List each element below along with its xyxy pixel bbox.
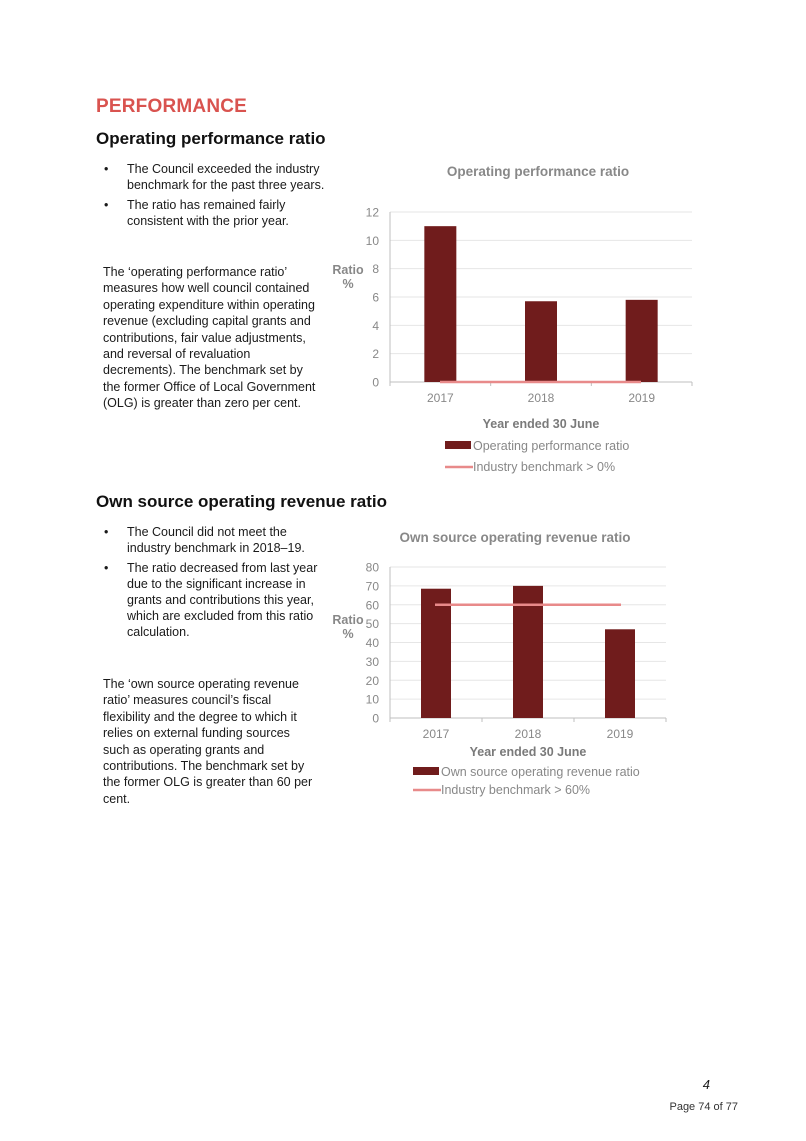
y-tick-label: 0 — [372, 711, 379, 726]
y-tick-label: 20 — [365, 673, 379, 688]
bar-2018 — [525, 301, 557, 382]
chart-title: Operating performance ratio — [446, 164, 630, 179]
x-tick-label: 2018 — [514, 727, 542, 741]
bullet-text: The Council exceeded the industry benchmark for the past three years. — [127, 162, 325, 192]
bar-2019 — [626, 300, 658, 382]
y-axis-label-unit: % — [342, 277, 354, 291]
y-tick-label: 2 — [372, 347, 379, 362]
bullet-text: The ratio decreased from last year due to the significant increase in grants and contributions this year, which are excluded from this ratio calculation. — [127, 561, 318, 639]
bullet-text: The ratio has remained fairly consistent with the prior year. — [127, 198, 289, 228]
y-tick-label: 40 — [365, 636, 379, 650]
legend-bar-label: Own source operating revenue ratio — [441, 765, 640, 779]
x-tick-label: 2019 — [606, 727, 634, 741]
y-axis-label: Ratio — [332, 263, 364, 277]
x-axis-label: Year ended 30 June — [482, 417, 600, 431]
y-tick-label: 10 — [365, 233, 379, 248]
y-tick-label: 8 — [372, 262, 379, 277]
x-axis-label: Year ended 30 June — [469, 745, 587, 759]
operating-description: The ‘operating performance ratio’ measures how well council contained operating expenditure within operating revenue (excluding capital grants and contributions, fair value adjustments, and reversal of revaluation decrements). The benchmark set by the former Office of Local Government (OLG) is greater than zero per cent. — [103, 265, 316, 411]
y-tick-label: 30 — [365, 654, 379, 669]
page-count: Page 74 of 77 — [669, 1101, 738, 1113]
y-tick-label: 6 — [372, 290, 379, 305]
legend-bar-swatch — [413, 767, 439, 775]
bullet-icon: • — [104, 198, 109, 212]
legend-bar-swatch — [445, 441, 471, 449]
bar-2019 — [605, 629, 635, 718]
y-tick-label: 80 — [365, 560, 379, 575]
legend-bar-label: Operating performance ratio — [473, 439, 630, 453]
section-title: PERFORMANCE — [96, 96, 248, 117]
y-tick-label: 0 — [372, 375, 379, 390]
chart-title: Own source operating revenue ratio — [399, 530, 631, 545]
y-tick-label: 70 — [365, 579, 379, 594]
bullet-icon: • — [104, 162, 109, 176]
y-tick-label: 4 — [372, 318, 379, 333]
y-tick-label: 12 — [365, 205, 379, 220]
legend-line-label: Industry benchmark > 60% — [441, 783, 591, 797]
y-tick-label: 60 — [365, 598, 379, 613]
y-tick-label: 50 — [365, 617, 379, 632]
bar-2017 — [421, 589, 451, 718]
x-tick-label: 2018 — [527, 391, 555, 405]
bullet-text: The Council did not meet the industry benchmark in 2018–19. — [127, 525, 305, 555]
x-tick-label: 2017 — [422, 727, 450, 741]
operating-heading: Operating performance ratio — [96, 129, 326, 148]
bullet-icon: • — [104, 561, 109, 575]
page-number: 4 — [702, 1077, 710, 1092]
y-axis-label-unit: % — [342, 627, 354, 641]
own-source-heading: Own source operating revenue ratio — [96, 492, 387, 511]
own-source-description: The ‘own source operating revenue ratio’ measures council’s fiscal flexibility and the degree to which it relies on external funding sources such as operating grants and contributions. The benchmark set by the former OLG is greater than 60 per cent. — [103, 677, 313, 806]
bar-2017 — [424, 226, 456, 382]
legend-line-label: Industry benchmark > 0% — [473, 460, 616, 474]
x-tick-label: 2017 — [426, 391, 454, 405]
y-axis-label: Ratio — [332, 613, 364, 627]
bullet-icon: • — [104, 525, 109, 539]
x-tick-label: 2019 — [628, 391, 656, 405]
y-tick-label: 10 — [365, 692, 379, 707]
